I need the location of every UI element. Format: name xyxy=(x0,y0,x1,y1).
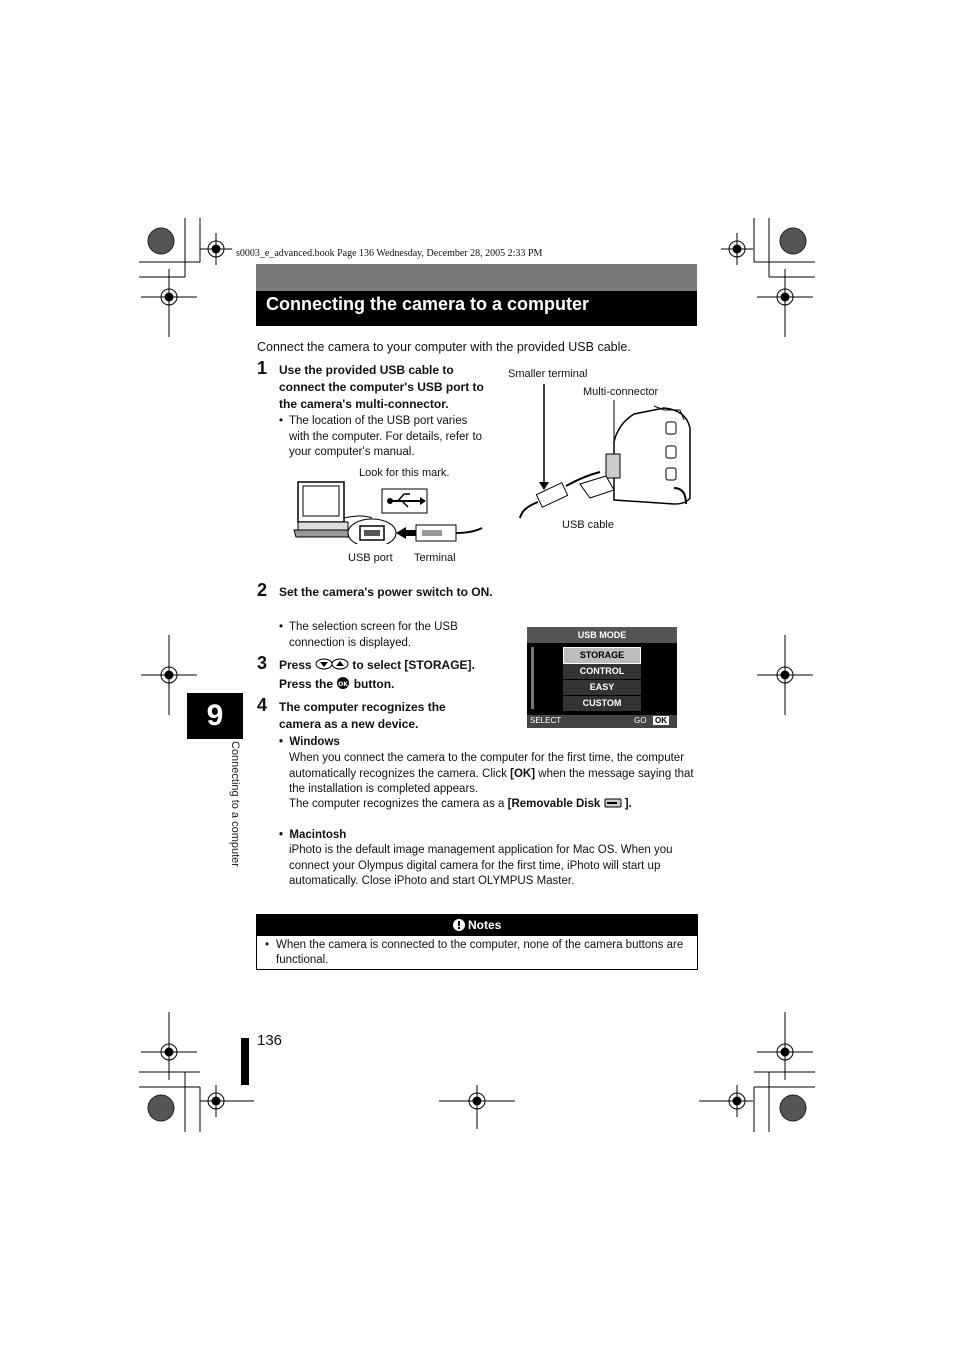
lcd-ok-badge: OK xyxy=(655,716,667,725)
step-2-text: Set the camera's power switch to ON. xyxy=(279,585,493,599)
step-3-number: 3 xyxy=(257,653,268,673)
svg-text:OK: OK xyxy=(338,681,349,688)
book-header-line: s0003_e_advanced.book Page 136 Wednesday, December 28, 2005 2:33 PM xyxy=(236,248,543,259)
macintosh-paragraph: iPhoto is the default image management application for Mac OS. When you connect your Olympus digital camera for the first time, iPhoto will start up automatically. Close iPhoto and start OLYMPUS Master. xyxy=(289,844,673,887)
step-1-bullet: • The location of the USB port varies with the computer. For details, refer to your computer's manual. xyxy=(279,414,484,461)
step-4-text: The computer recognizes the camera as a new device. xyxy=(279,700,446,731)
usb-mode-screen xyxy=(527,627,677,728)
multi-connector-label: Multi-connector xyxy=(583,386,659,398)
step-3-select: to select [STORAGE]. xyxy=(352,658,475,672)
removable-disk-icon xyxy=(604,798,622,808)
look-for-mark-label: Look for this mark. xyxy=(359,467,450,479)
lcd-item-storage: STORAGE xyxy=(563,647,641,664)
step-4-number: 4 xyxy=(257,695,268,715)
intro-text: Connect the camera to your computer with the provided USB cable. xyxy=(257,340,631,354)
lcd-scrollbar xyxy=(531,647,534,709)
windows-para1-a: When you connect the camera to the computer for the first time, the computer automatically recognizes the camera. Click xyxy=(289,752,685,780)
notes-body: • When the camera is connected to the computer, none of the camera buttons are functional. xyxy=(265,939,684,966)
windows-para1-ok: [OK] xyxy=(510,767,536,780)
step-1-text: Use the provided USB cable to connect the computer's USB port to the camera's multi-connector. xyxy=(279,363,484,411)
windows-heading-text: Windows xyxy=(289,736,340,748)
step-1-bullet-text: The location of the USB port varies with the computer. For details, refer to your computer's manual. xyxy=(289,415,483,458)
page-number: 136 xyxy=(257,1032,283,1049)
windows-para2-end: ]. xyxy=(624,798,632,810)
notes-heading: Notes xyxy=(468,918,502,932)
usb-mode-title: USB MODE xyxy=(527,627,677,643)
notes-box xyxy=(256,914,698,970)
smaller-terminal-label: Smaller terminal xyxy=(508,368,588,380)
chapter-side-label: Connecting to a computer xyxy=(229,741,241,867)
step-3-press-the: Press the xyxy=(279,677,334,691)
page-title: Connecting the camera to a computer xyxy=(266,294,590,314)
step-2-bullet: • The selection screen for the USB connection is displayed. xyxy=(279,620,479,651)
camera-connector-illustration xyxy=(514,380,696,520)
lcd-footer xyxy=(527,715,677,728)
lcd-item-custom: CUSTOM xyxy=(563,696,641,711)
step-1-number: 1 xyxy=(257,358,268,378)
step-3-line-2 xyxy=(279,676,394,693)
windows-paragraph-2 xyxy=(289,797,699,813)
windows-paragraph-1 xyxy=(289,751,699,798)
computer-usb-illustration xyxy=(292,478,484,544)
step-2-number: 2 xyxy=(257,580,268,600)
lcd-select-label: SELECT xyxy=(530,716,562,725)
warning-icon xyxy=(453,919,465,931)
usb-cable-label: USB cable xyxy=(562,519,614,531)
lcd-item-control: CONTROL xyxy=(563,664,641,679)
title-bar-grey-band xyxy=(256,264,697,291)
ok-button-icon xyxy=(336,676,350,690)
title-bar xyxy=(256,264,697,326)
windows-para2-bold: [Removable Disk xyxy=(507,798,601,810)
windows-para2-a: The computer recognizes the camera as a xyxy=(289,798,505,810)
macintosh-heading-text: Macintosh xyxy=(289,829,347,841)
macintosh-heading: • Macintosh xyxy=(279,829,347,841)
notes-bullet-text: When the camera is connected to the computer, none of the camera buttons are functional. xyxy=(276,939,684,966)
notes-header xyxy=(257,915,697,936)
lcd-item-easy: EASY xyxy=(563,680,641,695)
step-3-press: Press xyxy=(279,658,312,672)
step-2-bullet-text: The selection screen for the USB connection is displayed. xyxy=(289,621,458,649)
page-number-bar xyxy=(241,1038,249,1085)
chapter-number-tab: 9 xyxy=(187,693,243,739)
windows-para1-b: when the message saying that the installation is completed appears. xyxy=(289,767,694,795)
windows-heading: • Windows xyxy=(279,736,340,748)
usb-port-label: USB port xyxy=(348,552,393,564)
step-3-button: button. xyxy=(353,677,395,691)
terminal-label: Terminal xyxy=(414,552,456,564)
arrow-buttons-icon xyxy=(315,658,349,670)
lcd-go-label: GO xyxy=(634,716,647,725)
step-3-line-1 xyxy=(279,657,475,674)
